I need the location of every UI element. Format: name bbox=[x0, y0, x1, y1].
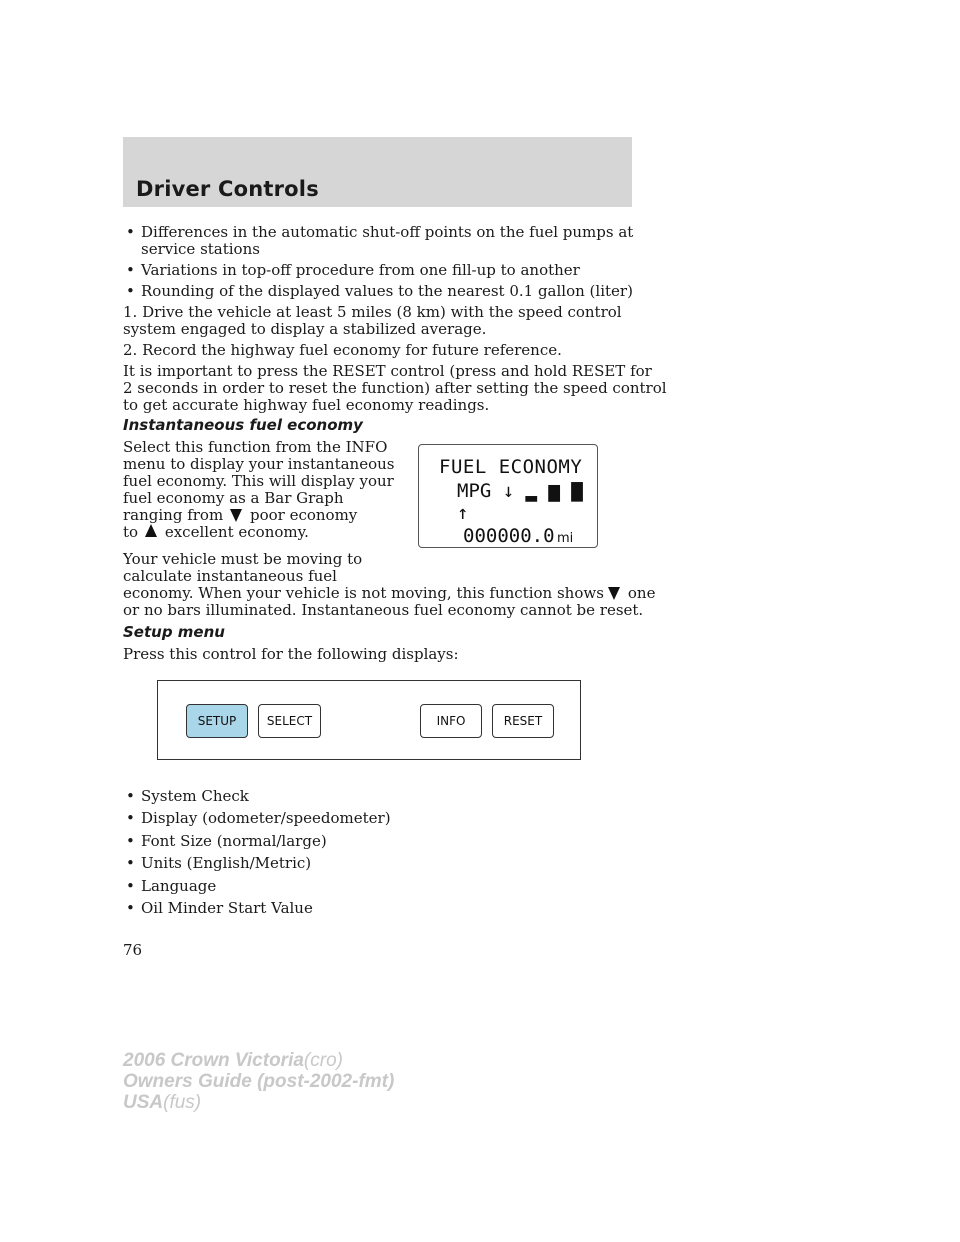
footer-line-1: 2006 Crown Victoria(cro) bbox=[123, 1050, 343, 1071]
bullet-icon: • bbox=[126, 854, 135, 872]
paragraph-line: ranging from poor economy bbox=[123, 506, 358, 524]
note-line-2: 2 seconds in order to reset the function) after setting the speed control bbox=[123, 379, 667, 397]
page-number: 76 bbox=[123, 941, 143, 959]
reset-button[interactable]: RESET bbox=[492, 704, 554, 738]
paragraph-line: economy. When your vehicle is not moving, this function shows one bbox=[123, 584, 656, 602]
note-line-3: to get accurate highway fuel economy readings. bbox=[123, 396, 490, 414]
paragraph-line: calculate instantaneous fuel bbox=[123, 567, 337, 585]
paragraph-line: or no bars illuminated. Instantaneous fuel economy cannot be reset. bbox=[123, 601, 644, 619]
step-1-line-2: system engaged to display a stabilized average. bbox=[123, 320, 487, 338]
setup-button[interactable]: SETUP bbox=[186, 704, 248, 738]
bullet-icon: • bbox=[126, 809, 135, 827]
down-triangle-icon bbox=[230, 509, 242, 522]
footer-line-2: Owners Guide (post-2002-fmt) bbox=[123, 1071, 395, 1092]
step-2: 2. Record the highway fuel economy for future reference. bbox=[123, 341, 562, 359]
setup-heading: Setup menu bbox=[123, 623, 225, 641]
paragraph-line: Select this function from the INFO bbox=[123, 438, 388, 456]
paragraph-line: to excellent economy. bbox=[123, 523, 309, 541]
instantaneous-heading: Instantaneous fuel economy bbox=[123, 416, 363, 434]
info-button[interactable]: INFO bbox=[420, 704, 482, 738]
fuel-economy-display bbox=[418, 444, 598, 548]
note-line-1: It is important to press the RESET control (press and hold RESET for bbox=[123, 362, 652, 380]
down-triangle-icon bbox=[608, 587, 620, 600]
setup-intro: Press this control for the following displays: bbox=[123, 645, 459, 663]
control-panel bbox=[157, 680, 581, 760]
display-title: FUEL ECONOMY bbox=[439, 456, 583, 478]
footer-line-3: USA(fus) bbox=[123, 1092, 202, 1113]
odometer-unit: mi bbox=[557, 531, 574, 546]
select-button[interactable]: SELECT bbox=[258, 704, 321, 738]
bullet-icon: • bbox=[126, 899, 135, 917]
section-title: Driver Controls bbox=[136, 177, 319, 201]
step-1-line-1: 1. Drive the vehicle at least 5 miles (8 km) with the speed control bbox=[123, 303, 622, 321]
bullet-icon: • bbox=[126, 787, 135, 805]
bullet-icon: • bbox=[126, 261, 135, 279]
bullet-icon: • bbox=[126, 877, 135, 895]
bullet-icon: • bbox=[126, 832, 135, 850]
mpg-bar-graph: MPG ↓ ▂ ▆ ▇ ↑ bbox=[457, 480, 583, 524]
paragraph-line: menu to display your instantaneous bbox=[123, 455, 395, 473]
bullet-icon: • bbox=[126, 223, 135, 241]
bullet-icon: • bbox=[126, 282, 135, 300]
paragraph-line: Your vehicle must be moving to bbox=[123, 550, 363, 568]
paragraph-line: fuel economy. This will display your bbox=[123, 472, 394, 490]
odometer-readout: 000000.0 bbox=[463, 525, 555, 547]
up-triangle-icon bbox=[145, 524, 157, 537]
paragraph-line: fuel economy as a Bar Graph bbox=[123, 489, 344, 507]
